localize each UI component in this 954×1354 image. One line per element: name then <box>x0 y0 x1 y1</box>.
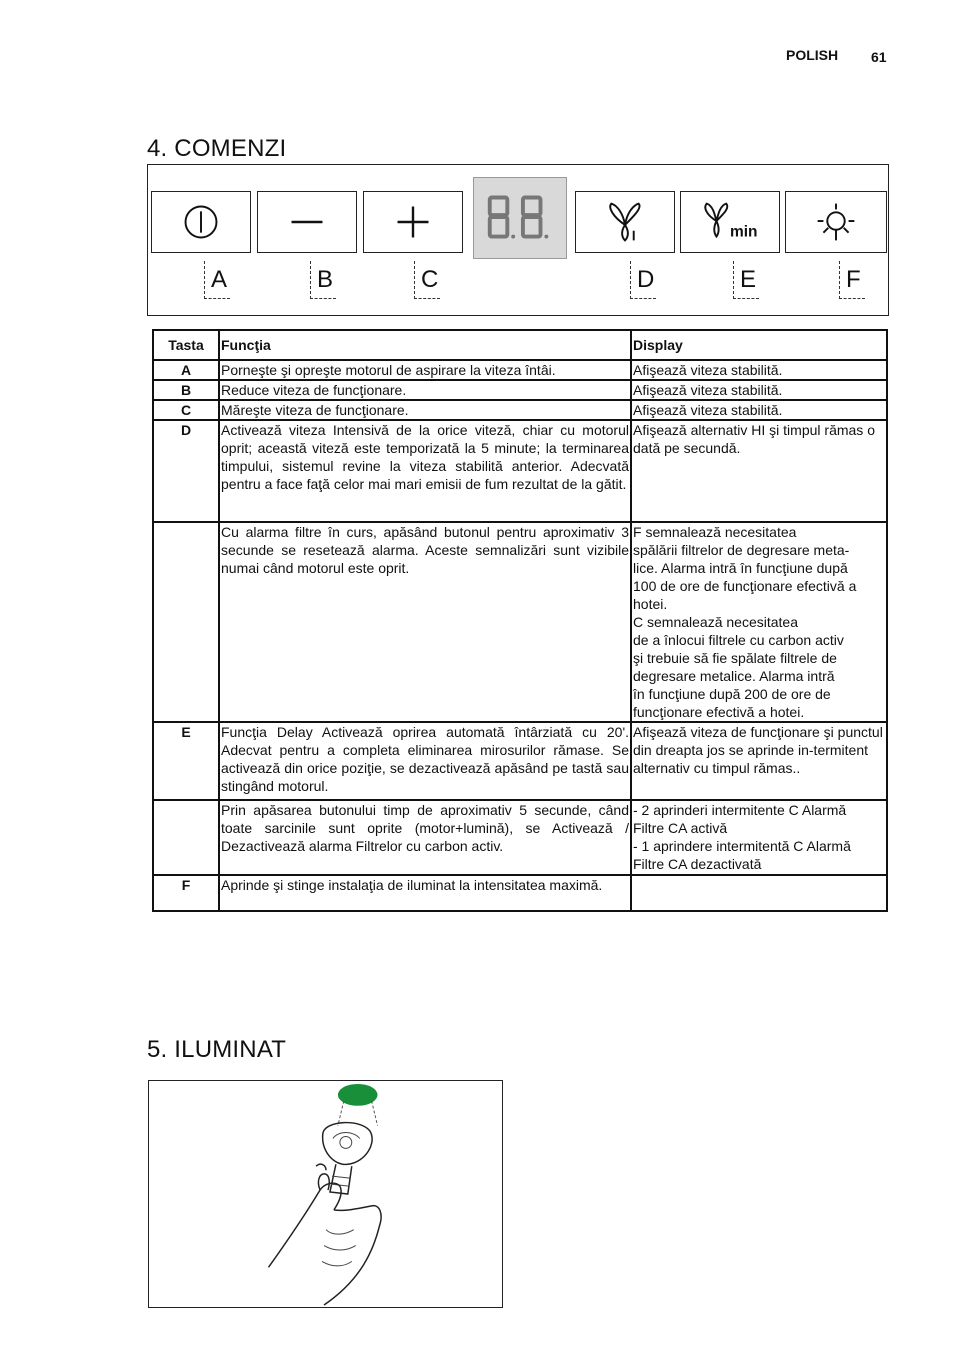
row-key <box>153 522 219 722</box>
key-b-button <box>257 191 357 253</box>
row-function: Aprinde şi stinge instalaţia de iluminat la intensitatea maximă. <box>219 875 631 911</box>
table-row <box>153 875 887 911</box>
row-display: Afişează viteza de funcţionare şi punctul din dreapta jos se aprinde in-termitent alternativ cu timpul rămas.. <box>631 722 887 800</box>
row-key: E <box>153 722 219 800</box>
seven-segment-display-icon <box>474 178 566 258</box>
section-title-iluminat: 5. ILUMINAT <box>147 1036 287 1063</box>
key-letter-c: C <box>414 261 440 299</box>
header-language: POLISH <box>786 47 839 63</box>
row-key: C <box>153 400 219 420</box>
section-title-comenzi: 4. COMENZI <box>147 135 287 162</box>
row-function: Prin apăsarea butonului timp de aproximativ 5 secunde, când toate sarcinile sunt oprite (motor+lumină), se Activează / Dezactivează alarma Filtrelor cu carbon activ. <box>219 800 631 875</box>
table-row <box>153 420 887 522</box>
lighting-illustration <box>148 1080 503 1308</box>
page-number: 61 <box>871 49 887 65</box>
seven-segment-display <box>473 177 567 259</box>
row-display: - 2 aprinderi intermitente C Alarmă Filtre CA activă - 1 aprindere intermitentă C Alarmă Filtre CA dezactivată <box>631 800 887 875</box>
intensive-fan-icon <box>576 192 674 252</box>
minus-icon <box>258 192 356 252</box>
table-row <box>153 360 887 380</box>
power-icon <box>152 192 250 252</box>
table-header-row <box>153 330 887 360</box>
header-key: Tasta <box>153 330 219 360</box>
key-a-button <box>151 191 251 253</box>
row-display: F semnalează necesitatea spălării filtrelor de degresare meta- lice. Alarma intră în funcţiune după 100 de ore de funcţionare efectivă a hotei. C semnalează necesitatea de a înlocui filtrele cu carbon activ şi trebuie să fie spălate filtrele de degresare metalice. Alarma intră în funcţiune după 200 de ore de funcţionare efectivă a hotei. <box>631 522 887 722</box>
min-label: min <box>730 223 758 241</box>
row-function: Măreşte viteza de funcţionare. <box>219 400 631 420</box>
key-letter-e: E <box>733 261 759 299</box>
header-function: Funcţia <box>219 330 631 360</box>
hand-replacing-bulb-icon <box>149 1081 502 1307</box>
commands-table <box>152 329 888 912</box>
table-row <box>153 722 887 800</box>
light-bulb-icon <box>786 192 886 252</box>
row-display: Afişează viteza stabilită. <box>631 380 887 400</box>
table-row <box>153 400 887 420</box>
row-key: A <box>153 360 219 380</box>
row-function: Porneşte şi opreşte motorul de aspirare la viteza întâi. <box>219 360 631 380</box>
row-key <box>153 800 219 875</box>
key-c-button <box>363 191 463 253</box>
row-key: F <box>153 875 219 911</box>
fan-min-delay-icon <box>681 192 779 252</box>
key-letter-a: A <box>204 261 230 299</box>
row-display: Afişează alternativ HI şi timpul rămas o dată pe secundă. <box>631 420 887 522</box>
row-function: Activează viteza Intensivă de la orice viteză, chiar cu motorul oprit; această viteză este temporizată la 5 minute; la terminarea timpului, sistemul revine la viteza stabilită anterior. Adecvată pentru a face faţă celor mai mari emisii de fum rezultat de la gătit. <box>219 420 631 522</box>
row-function: Funcţia Delay Activează oprirea automată întârziată cu 20'. Adecvat pentru a completa eliminarea mirosurilor rămase. Se activează din orice poziţie, se dezactivează apăsând pe tastă sau stingând motorul. <box>219 722 631 800</box>
key-letter-b: B <box>310 261 336 299</box>
row-display: Afişează viteza stabilită. <box>631 360 887 380</box>
key-letter-f: F <box>839 261 865 299</box>
row-key: D <box>153 420 219 522</box>
row-function: Reduce viteza de funcţionare. <box>219 380 631 400</box>
row-key: B <box>153 380 219 400</box>
plus-icon <box>364 192 462 252</box>
row-display: Afişează viteza stabilită. <box>631 400 887 420</box>
key-d-button <box>575 191 675 253</box>
table-row <box>153 380 887 400</box>
table-row <box>153 800 887 875</box>
table-row <box>153 522 887 722</box>
row-function: Cu alarma filtre în curs, apăsând butonul pentru aproximativ 3 secunde se resetează alarma. Aceste semnalizări sunt vizibile numai când motorul este oprit. <box>219 522 631 722</box>
key-f-button <box>785 191 887 253</box>
header-display: Display <box>631 330 887 360</box>
control-panel-diagram <box>147 164 889 316</box>
key-e-button <box>680 191 780 253</box>
row-display <box>631 875 887 911</box>
key-letter-d: D <box>630 261 656 299</box>
